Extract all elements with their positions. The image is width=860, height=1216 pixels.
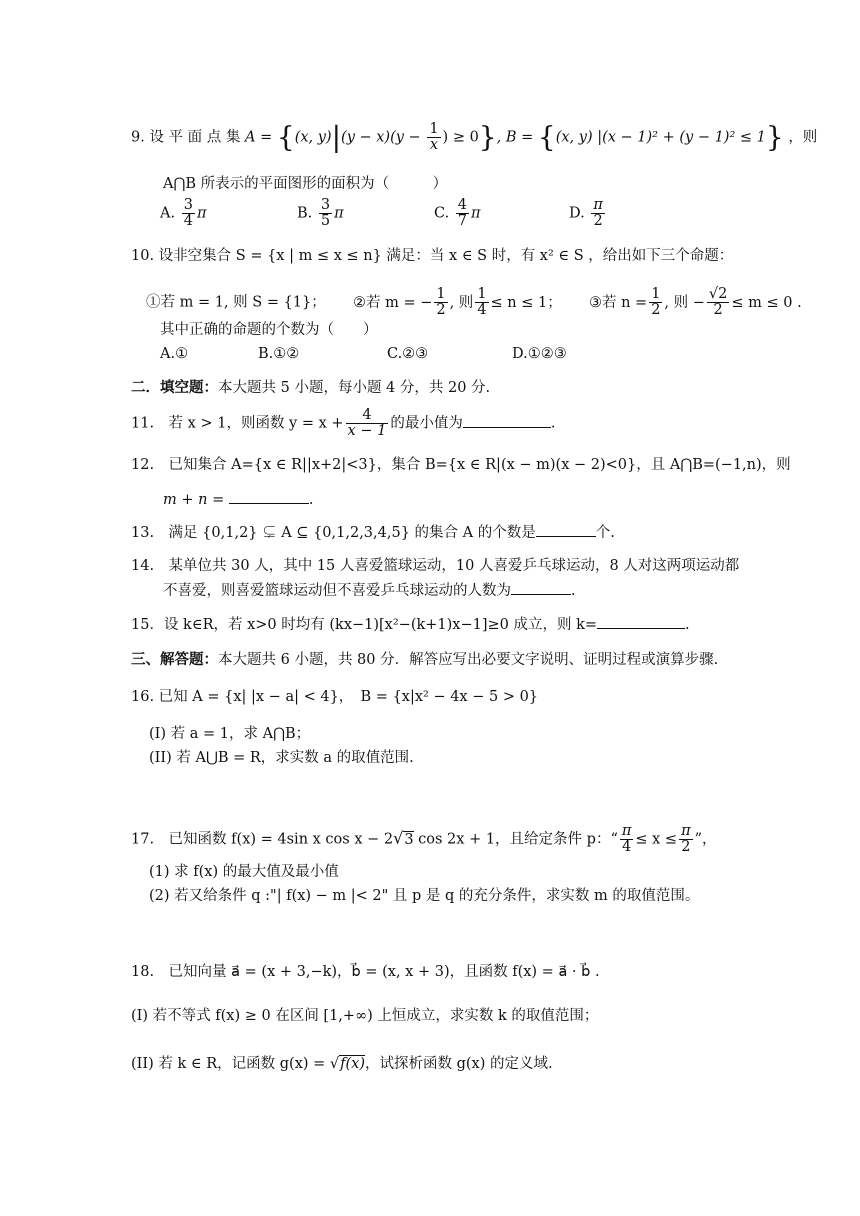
q10-option-a[interactable]: A.① <box>160 346 189 362</box>
q13-pre: 13. 满足 {0,1,2} ⊊ A ⊆ {0,1,2,3,4,5} 的集合 A 的个数是 <box>131 525 536 541</box>
q10-prop-1: ①若 m = 1, 则 S = {1}； <box>146 294 326 311</box>
q18-p2-pre: (II) 若 k ∈ R，记函数 g(x) = √ <box>131 1056 340 1072</box>
q9-option-a[interactable]: A. $\frac{3}{4}$ π <box>160 197 207 230</box>
q10-line1: 10. 设非空集合 S = {x | m ≤ x ≤ n} 满足：当 x ∈ S 时，有 x² ∈ S ，给出如下三个命题： <box>131 248 734 264</box>
q9-set-a-label: A <box>245 129 256 146</box>
q9-line2: A⋂B 所表示的平面图形的面积为（ ） <box>163 176 448 192</box>
q9-tail: ，则 <box>788 129 818 146</box>
q16-part-1: (I) 若 a = 1，求 A⋂B； <box>149 726 311 742</box>
q10-prop-2: ②若 m = − $\frac{1}{2}$ , 则 $\frac{1}{4}$ ≤ n ≤ 1； <box>352 286 562 319</box>
q9-option-c[interactable]: C. $\frac{4}{7}$ π <box>434 197 481 230</box>
q14-line1: 14. 某单位共 30 人，其中 15 人喜爱篮球运动，10 人喜爱乒乓球运动，8 人对这两项运动都 <box>131 558 740 574</box>
q9-option-b[interactable]: B. $\frac{3}{5}$ π <box>297 197 344 230</box>
q17-part-2: (2) 若又给条件 q :"| f(x) − m |< 2" 且 p 是 q 的充分条件，求实数 m 的取值范围。 <box>149 888 700 904</box>
section-3-desc: 本大题共 6 小题，共 80 分．解答应写出必要文字说明、证明过程或演算步骤. <box>218 652 719 668</box>
q14-answer-blank[interactable] <box>511 580 571 595</box>
q14-line2 <box>163 580 576 601</box>
q9-line1: 9. 设 平 面 点 集 A = {(x, y)|(y − x)(y − $\frac{1}{x}$ ) ≥ 0}, B = {(x, y) |(x − 1)² + (y − 1)² ≤ 1} ，则 <box>131 120 818 154</box>
q9-lead: 9. 设 平 面 点 集 <box>131 129 241 146</box>
q17-mid: cos 2x + 1，且给定条件 p：“ <box>418 831 618 848</box>
q9-frac: $\frac{1}{x}$ <box>429 121 439 154</box>
q17-post: ”， <box>694 831 717 848</box>
section-3-title: 三、解答题： <box>131 651 218 668</box>
q17-line1: 17. 已知函数 f(x) = 4sin x cos x − 2√3 cos 2x + 1，且给定条件 p：“ $\frac{\pi}{4}$ ≤ x ≤ $\frac{\pi}{2}$ ”， <box>131 823 717 856</box>
q12-line1: 12. 已知集合 A={x ∈ R||x+2|<3}，集合 B={x ∈ R|(x − m)(x − 2)<0}，且 A⋂B=(−1,n)，则 <box>131 457 791 473</box>
section-2-heading <box>131 378 490 398</box>
q15-post: . <box>685 617 690 633</box>
q17-part-1: (1) 求 f(x) 的最大值及最小值 <box>149 864 339 880</box>
q13-answer-blank[interactable] <box>536 522 596 537</box>
q10-option-c[interactable]: C.②③ <box>387 346 429 362</box>
q17-sqrt: 3 <box>404 831 414 848</box>
q15-pre: 15．设 k∈R，若 x>0 时均有 (kx−1)[x²−(k+1)x−1]≥0 成立，则 k= <box>131 617 598 633</box>
q15 <box>131 614 690 635</box>
q10-option-d[interactable]: D.①②③ <box>512 346 567 362</box>
q13 <box>131 522 615 543</box>
section-2-desc: 本大题共 5 小题，每小题 4 分，共 20 分. <box>218 380 491 396</box>
q11: 11. 若 x > 1，则函数 y = x + $\frac{4}{x - 1}$ 的最小值为 . <box>131 407 556 440</box>
q18-p2-post: ，试探析函数 g(x) 的定义域. <box>365 1056 553 1072</box>
q9-option-d[interactable]: D. $\frac{\pi}{2}$ <box>569 197 603 230</box>
q10-option-b[interactable]: B.①② <box>258 346 300 362</box>
q9-set-a-elem: (x, y) <box>294 129 332 146</box>
q17-pre: 17. 已知函数 f(x) = 4sin x cos x − 2 <box>131 831 394 848</box>
q18-radicand: f(x) <box>340 1056 365 1072</box>
q9-set-b-body: (x, y) |(x − 1)² + (y − 1)² ≤ 1 <box>555 129 766 146</box>
q14-text: 不喜爱，则喜爱篮球运动但不喜爱乒乓球运动的人数为 <box>163 583 511 599</box>
q12-line2: m + n = . <box>163 489 313 510</box>
q14-post: . <box>571 583 576 599</box>
q17-le: ≤ x ≤ <box>635 831 678 848</box>
q18-line1: 18. 已知向量 a⃗ = (x + 3,−k)，b⃗ = (x, x + 3)，且函数 f(x) = a⃗ · b⃗ . <box>131 964 600 980</box>
q9-set-a-cond: (y − x)(y − <box>341 129 426 146</box>
q18-part-1: (Ⅰ) 若不等式 f(x) ≥ 0 在区间 [1,+∞) 上恒成立，求实数 k 的取值范围； <box>131 1008 599 1024</box>
q13-post: 个. <box>595 525 615 541</box>
q11-post: 的最小值为 <box>390 415 463 432</box>
q11-answer-blank[interactable] <box>463 413 551 428</box>
q16-part-2: (II) 若 A⋃B = R，求实数 a 的取值范围. <box>149 750 414 766</box>
q9-set-a-end: ) ≥ 0 <box>442 129 479 146</box>
q12-answer-blank[interactable] <box>229 489 309 504</box>
q10-line3: 其中正确的命题的个数为（ ） <box>160 322 378 338</box>
q11-frac: $\frac{4}{x - 1}$ <box>347 407 387 440</box>
q10-prop-3: ③若 n = $\frac{1}{2}$ , 则 − $\frac{√2}{2}$ ≤ m ≤ 0 . <box>588 286 802 319</box>
q15-answer-blank[interactable] <box>597 614 685 629</box>
q16-line1: 16. 已知 A = {x| |x − a| < 4}， B = {x|x² − 4x − 5 > 0} <box>131 689 539 705</box>
q12-expr: m + n = <box>163 492 225 508</box>
q9-set-b-label: , B = <box>496 129 534 146</box>
q10-props <box>146 287 802 318</box>
q11-pre: 11. 若 x > 1，则函数 y = x + <box>131 415 344 432</box>
section-3-heading <box>131 650 718 670</box>
q18-part-2 <box>131 1054 553 1074</box>
section-2-title: 二．填空题： <box>131 379 218 396</box>
